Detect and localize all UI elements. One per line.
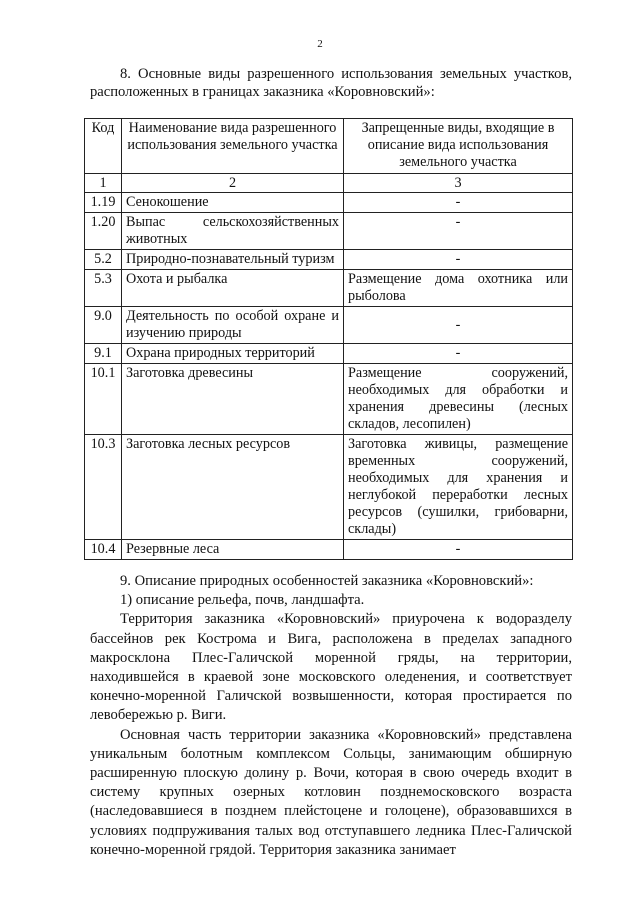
section-8 bbox=[90, 65, 572, 101]
column-number: 2 bbox=[122, 174, 344, 193]
table-row bbox=[85, 435, 573, 540]
column-number: 1 bbox=[85, 174, 122, 193]
row-code: 10.4 bbox=[85, 540, 122, 560]
header-forbidden: Запрещенные виды, входящие в описание вида использования земельного участка bbox=[344, 119, 573, 174]
row-use-name: Охота и рыбалка bbox=[122, 270, 344, 307]
row-code: 5.3 bbox=[85, 270, 122, 307]
table-row bbox=[85, 307, 573, 344]
column-number: 3 bbox=[344, 174, 573, 193]
row-code: 5.2 bbox=[85, 250, 122, 270]
section-9-paragraph-wetland: Основная часть территории заказника «Коровновский» представлена уникальным болотным комплексом Сольцы, занимающим обширную расширенную плоскую долину р. Вочи, которая в свою очередь входит в систему крупных озерных котловин позднемосковского возраста (наследовавшиеся в позднем плейстоцене и голоцене), образовавшихся в условиях подпруживания талых вод отступавшего ледника Плес-Галичской конечно-моренной грядой. Территория заказника занимает bbox=[90, 726, 572, 858]
header-code: Код bbox=[85, 119, 122, 174]
section-9 bbox=[90, 572, 572, 860]
table-row bbox=[85, 250, 573, 270]
row-forbidden: - bbox=[344, 540, 573, 560]
row-use-name: Охрана природных территорий bbox=[122, 344, 344, 364]
row-code: 9.1 bbox=[85, 344, 122, 364]
table-header-row bbox=[85, 119, 573, 174]
row-use-name: Заготовка лесных ресурсов bbox=[122, 435, 344, 540]
row-code: 1.20 bbox=[85, 213, 122, 250]
table-row bbox=[85, 213, 573, 250]
section-8-heading: 8. Основные виды разрешенного использования земельных участков, расположенных в границах заказника «Коровновский»: bbox=[90, 66, 572, 100]
row-code: 1.19 bbox=[85, 193, 122, 213]
row-forbidden: Размещение сооружений, необходимых для обработки и хранения древесины (лесных складов, лесопилен) bbox=[344, 364, 573, 435]
table-row bbox=[85, 364, 573, 435]
row-forbidden: - bbox=[344, 250, 573, 270]
row-forbidden: - bbox=[344, 344, 573, 364]
row-use-name: Выпас сельскохозяйственных животных bbox=[122, 213, 344, 250]
row-use-name: Сенокошение bbox=[122, 193, 344, 213]
row-forbidden: Размещение дома охотника или рыболова bbox=[344, 270, 573, 307]
row-use-name: Резервные леса bbox=[122, 540, 344, 560]
row-code: 10.1 bbox=[85, 364, 122, 435]
row-code: 10.3 bbox=[85, 435, 122, 540]
table-row bbox=[85, 344, 573, 364]
row-forbidden: - bbox=[344, 213, 573, 250]
section-9-heading: 9. Описание природных особенностей заказника «Коровновский»: bbox=[120, 573, 534, 589]
row-forbidden: - bbox=[344, 193, 573, 213]
row-forbidden: - bbox=[344, 307, 573, 344]
column-number-row bbox=[85, 174, 573, 193]
land-use-table bbox=[84, 118, 573, 560]
header-use-name: Наименование вида разрешенного использования земельного участка bbox=[122, 119, 344, 174]
row-use-name: Природно-познавательный туризм bbox=[122, 250, 344, 270]
row-use-name: Заготовка древесины bbox=[122, 364, 344, 435]
section-9-subheading: 1) описание рельефа, почв, ландшафта. bbox=[120, 592, 365, 609]
table-row bbox=[85, 193, 573, 213]
row-forbidden: Заготовка живицы, размещение временных сооружений, необходимых для хранения и неглубокой переработки лесных ресурсов (сушилки, грибоварни, склады) bbox=[344, 435, 573, 540]
row-code: 9.0 bbox=[85, 307, 122, 344]
table-row bbox=[85, 270, 573, 307]
table-row bbox=[85, 540, 573, 560]
row-use-name: Деятельность по особой охране и изучению природы bbox=[122, 307, 344, 344]
section-9-paragraph-relief: Территория заказника «Коровновский» приурочена к водоразделу бассейнов рек Кострома и Вига, расположена в пределах западного макросклона Плес-Галичской моренной гряды, на территории, находившейся в краевой зоне московского оледенения, и соответствует конечно-моренной Галичской возвышенности, которая простирается по левобережью р. Виги. bbox=[90, 611, 572, 724]
page-number: 2 bbox=[317, 38, 323, 50]
